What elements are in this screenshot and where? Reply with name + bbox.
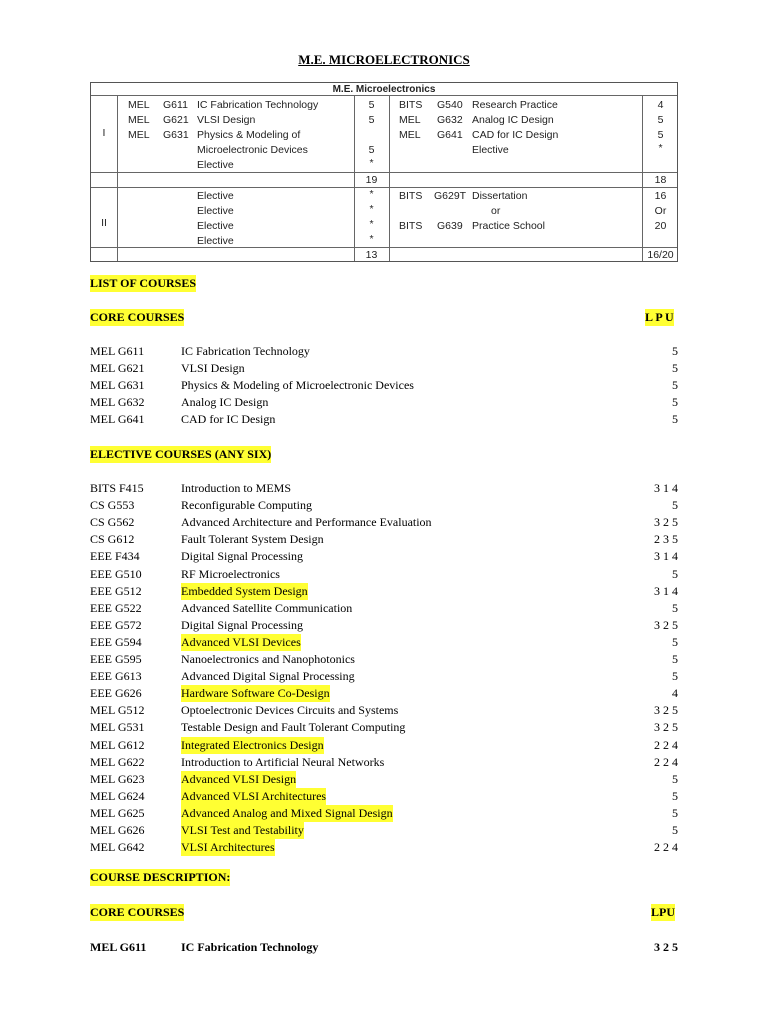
course-code: MEL G632 (90, 395, 145, 410)
course-lpu: 4 (672, 686, 678, 701)
course-lpu: 2 3 5 (654, 532, 678, 547)
course-lpu: 5 (672, 823, 678, 837)
course-name: Introduction to MEMS (181, 481, 291, 495)
course-dept: MEL (128, 99, 150, 111)
course-dept: BITS (399, 190, 423, 202)
course-code: MEL G622 (90, 754, 145, 769)
lpu-heading-2: LPU (651, 905, 675, 919)
course-code: G629T (434, 190, 467, 202)
course-code: G611 (163, 99, 188, 111)
course-code: CS G562 (90, 515, 135, 530)
lpu-heading: L P U (645, 310, 674, 324)
course-code: G540 (437, 99, 463, 111)
course-name: VLSI Architectures (181, 840, 275, 855)
course-name: Elective (197, 220, 234, 232)
course-code: EEE G522 (90, 600, 142, 615)
course-name: Fault Tolerant System Design (181, 532, 324, 547)
course-code: EEE G572 (90, 617, 142, 632)
course-units: 5 (368, 114, 375, 126)
core-courses-heading-2: CORE COURSES (90, 905, 185, 919)
semester-label: II (101, 217, 107, 229)
course-units: * (658, 142, 663, 154)
course-lpu: 3 1 4 (654, 583, 678, 598)
course-code: CS G612 (90, 532, 135, 547)
course-dept: MEL (399, 129, 421, 141)
course-code: MEL G624 (90, 788, 145, 803)
course-lpu: 2 2 4 (654, 754, 678, 769)
course-name: Advanced VLSI Design (181, 771, 297, 786)
course-code: G621 (163, 114, 189, 126)
course-lpu: 5 (672, 395, 678, 410)
course-code: EEE G595 (90, 652, 142, 666)
course-code: MEL G611 (90, 344, 145, 358)
course-units: * (369, 233, 374, 245)
course-lpu: 5 (672, 788, 678, 803)
course-name: Microelectronic Devices (197, 144, 308, 156)
course-units: * (369, 203, 374, 215)
semester-label: I (102, 127, 106, 139)
course-lpu: 5 (672, 600, 678, 615)
course-name: or (491, 205, 501, 217)
semester-table (90, 82, 678, 262)
course-name: Elective (197, 159, 234, 171)
course-code: MEL G642 (90, 840, 145, 855)
semester-total: 16/20 (647, 249, 674, 261)
course-name: Analog IC Design (181, 395, 269, 410)
course-units: 4 (657, 99, 664, 111)
course-lpu: 3 1 4 (654, 549, 678, 564)
course-name: Advanced VLSI Architectures (181, 788, 327, 803)
course-name: Introduction to Artificial Neural Networks (181, 754, 385, 769)
course-name: Practice School (472, 220, 545, 232)
course-name: Advanced VLSI Devices (181, 634, 301, 649)
course-code: EEE F434 (90, 549, 140, 564)
course-dept: MEL (399, 114, 421, 126)
course-code: MEL G631 (90, 378, 145, 393)
table-rule (117, 95, 118, 261)
elective-courses-heading: ELECTIVE COURSES (ANY SIX) (90, 447, 272, 461)
table-title: M.E. Microelectronics (332, 84, 436, 95)
course-name: Advanced Satellite Communication (181, 600, 353, 615)
course-name: Elective (197, 205, 234, 217)
course-code: MEL G512 (90, 703, 145, 718)
course-lpu: 5 (672, 378, 678, 393)
semester-total: 13 (365, 249, 378, 261)
course-name: Testable Design and Fault Tolerant Computing (181, 720, 406, 735)
course-units: * (369, 218, 374, 230)
course-code: MEL G626 (90, 823, 145, 837)
page-title: M.E. MICROELECTRONICS (298, 52, 470, 67)
course-name: IC Fabrication Technology (181, 344, 310, 358)
course-code: MEL G641 (90, 412, 145, 427)
course-name: Integrated Electronics Design (181, 737, 324, 752)
course-lpu: 5 (672, 634, 678, 649)
course-lpu: 5 (672, 412, 678, 427)
course-name: Research Practice (472, 99, 558, 111)
course-code: G631 (163, 129, 189, 141)
course-code: G639 (437, 220, 463, 232)
course-name: VLSI Design (197, 114, 256, 126)
course-units: 5 (368, 99, 375, 111)
course-units: * (369, 188, 374, 200)
course-lpu: 5 (672, 498, 678, 513)
course-name: Optoelectronic Devices Circuits and Systems (181, 703, 399, 718)
course-units: * (369, 157, 374, 169)
course-name: Digital Signal Processing (181, 549, 303, 564)
course-name: Analog IC Design (472, 114, 554, 126)
course-dept: MEL (128, 129, 150, 141)
course-dept: BITS (399, 99, 423, 111)
course-name: RF Microelectronics (181, 566, 280, 581)
course-name: Hardware Software Co-Design (181, 686, 330, 701)
course-name: Advanced Analog and Mixed Signal Design (181, 805, 393, 820)
course-name: CAD for IC Design (472, 129, 559, 141)
course-name: Elective (472, 144, 509, 156)
course-lpu: 5 (672, 361, 678, 376)
course-dept: BITS (399, 220, 423, 232)
course-code: MEL G623 (90, 771, 145, 786)
course-name: Elective (197, 235, 234, 247)
course-lpu: 5 (672, 566, 678, 581)
description-course-code: MEL G611 (90, 940, 147, 954)
course-code: MEL G625 (90, 805, 145, 820)
table-rule (91, 95, 677, 96)
course-lpu: 3 2 5 (654, 720, 678, 735)
description-course-lpu: 3 2 5 (654, 940, 678, 954)
course-lpu: 5 (672, 344, 678, 358)
course-name: Elective (197, 190, 234, 202)
course-code: G632 (437, 114, 463, 126)
course-lpu: 2 2 4 (654, 840, 678, 855)
course-lpu: 3 2 5 (654, 617, 678, 632)
course-dept: MEL (128, 114, 150, 126)
list-of-courses-heading: LIST OF COURSES (90, 276, 197, 290)
course-name: Physics & Modeling of Microelectronic Devices (181, 378, 414, 393)
course-name: Advanced Digital Signal Processing (181, 669, 355, 684)
course-name: VLSI Test and Testability (181, 823, 304, 837)
semester-total: 19 (365, 174, 378, 186)
course-lpu: 5 (672, 805, 678, 820)
course-code: EEE G626 (90, 686, 142, 701)
course-code: G641 (437, 129, 463, 141)
course-units: 16 (654, 190, 667, 202)
course-name: Advanced Architecture and Performance Evaluation (181, 515, 432, 530)
course-name: Dissertation (472, 190, 528, 202)
course-name: Nanoelectronics and Nanophotonics (181, 652, 355, 666)
course-lpu: 5 (672, 652, 678, 666)
course-units: 5 (657, 129, 664, 141)
course-name: VLSI Design (181, 361, 245, 376)
course-code: EEE G594 (90, 634, 142, 649)
course-lpu: 3 2 5 (654, 515, 678, 530)
course-code: BITS F415 (90, 481, 144, 495)
course-name: Physics & Modeling of (197, 129, 301, 141)
course-units: 5 (657, 114, 664, 126)
course-lpu: 5 (672, 669, 678, 684)
course-code: MEL G531 (90, 720, 145, 735)
course-name: CAD for IC Design (181, 412, 276, 427)
course-name: IC Fabrication Technology (197, 99, 319, 111)
course-description-heading: COURSE DESCRIPTION: (90, 870, 231, 884)
course-lpu: 3 1 4 (654, 481, 678, 495)
course-code: EEE G613 (90, 669, 142, 684)
course-code: MEL G612 (90, 737, 145, 752)
course-name: Digital Signal Processing (181, 617, 303, 632)
course-name: Embedded System Design (181, 583, 308, 598)
course-lpu: 2 2 4 (654, 737, 678, 752)
semester-total: 18 (654, 174, 667, 186)
course-code: EEE G510 (90, 566, 142, 581)
course-code: EEE G512 (90, 583, 142, 598)
course-units: 20 (654, 220, 667, 232)
course-units: 5 (368, 144, 375, 156)
course-lpu: 3 2 5 (654, 703, 678, 718)
course-code: MEL G621 (90, 361, 145, 376)
course-name: Reconfigurable Computing (181, 498, 312, 513)
course-lpu: 5 (672, 771, 678, 786)
core-courses-heading: CORE COURSES (90, 310, 185, 324)
table-rule (389, 95, 390, 261)
course-code: CS G553 (90, 498, 135, 513)
course-units: Or (654, 205, 667, 217)
description-course-name: IC Fabrication Technology (181, 940, 319, 954)
